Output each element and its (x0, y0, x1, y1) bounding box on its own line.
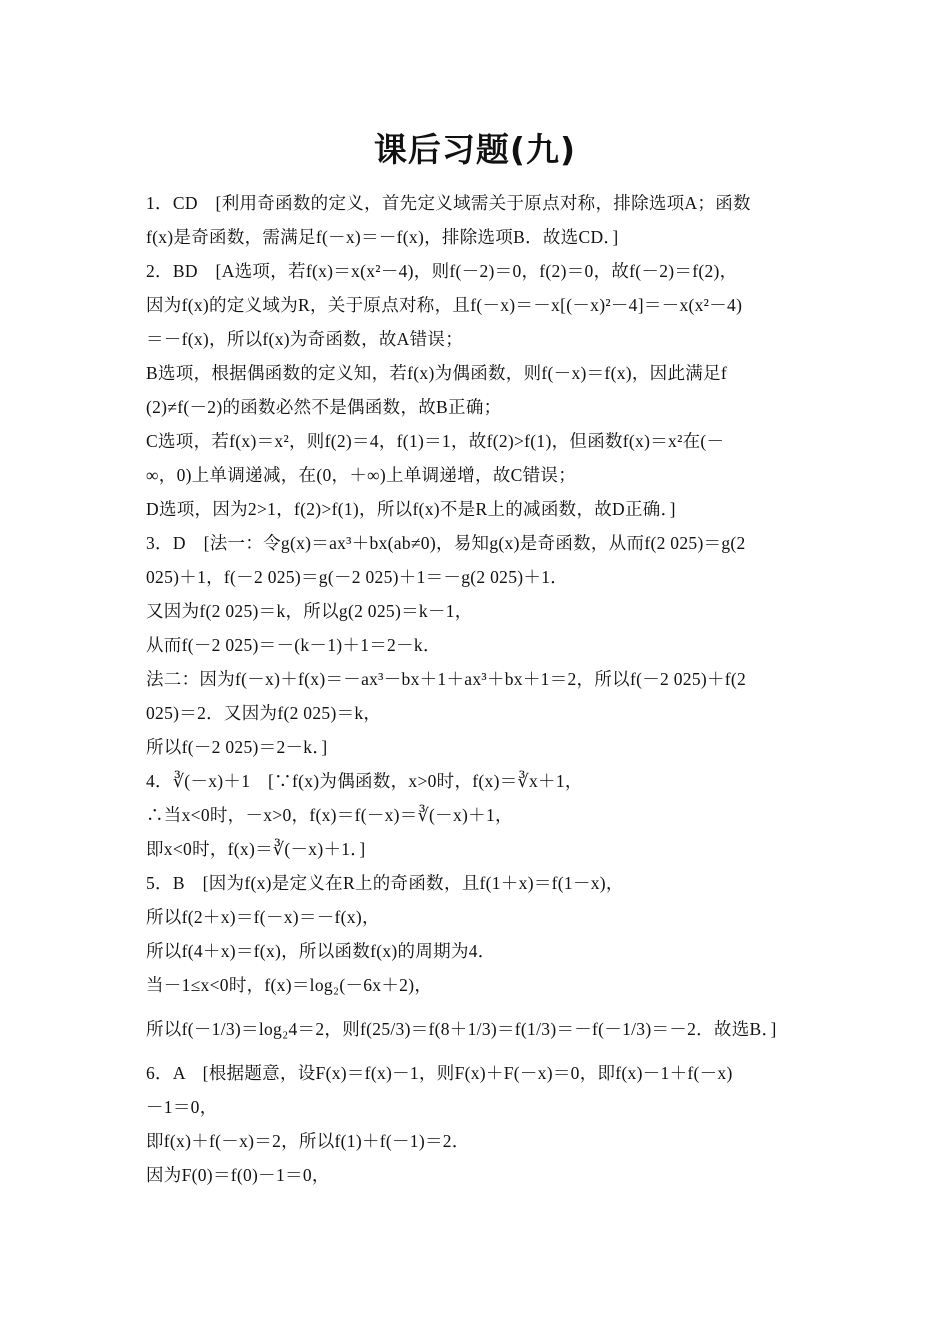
text-line: 3．D [法一：令g(x)＝ax³＋bx(ab≠0)，易知g(x)是奇函数，从而f(2 025)＝g(2 (146, 533, 746, 553)
text-line: 2．BD [A选项，若f(x)＝x(x²－4)，则f(－2)＝0，f(2)＝0，故f(－2)＝f(2)， (146, 261, 738, 281)
text-line: 因为F(0)＝f(0)－1＝0， (146, 1165, 330, 1185)
text-line: －1＝0， (146, 1097, 218, 1117)
text-line: 即f(x)＋f(－x)＝2，所以f(1)＋f(－1)＝2． (146, 1131, 470, 1151)
text-line: ∞，0)上单调递减，在(0，＋∞)上单调递增，故C错误； (146, 465, 577, 485)
text-line: 6．A [根据题意，设F(x)＝f(x)－1，则F(x)＋F(－x)＝0，即f(x)－1＋f(－x) (146, 1063, 733, 1083)
text-line: ∴当x<0时，－x>0，f(x)＝f(－x)＝∛(－x)＋1， (146, 805, 513, 825)
text-line: 即x<0时，f(x)＝∛(－x)＋1．] (146, 839, 366, 859)
text-line-fractions: 所以f(－1/3)＝log₂4＝2，则f(25/3)＝f(8＋1/3)＝f(1/3)＝－f(－1/3)＝－2．故选B．] (146, 1019, 777, 1039)
page-title: 课后习题(九) (373, 130, 577, 169)
text-line: 所以f(4＋x)＝f(x)，所以函数f(x)的周期为4． (146, 941, 496, 961)
text-line: 025)＋1，f(－2 025)＝g(－2 025)＋1＝－g(2 025)＋1． (146, 567, 569, 587)
text-line: 从而f(－2 025)＝－(k－1)＋1＝2－k． (146, 635, 441, 655)
text-line: ＝－f(x)，所以f(x)为奇函数，故A错误； (146, 329, 464, 349)
text-line: f(x)是奇函数，需满足f(－x)＝－f(x)，排除选项B．故选CD．] (146, 227, 619, 247)
text-line: 025)＝2．又因为f(2 025)＝k， (146, 703, 382, 723)
answer-body (146, 186, 810, 1192)
text-line: B选项，根据偶函数的定义知，若f(x)为偶函数，则f(－x)＝f(x)，因此满足f (146, 363, 727, 383)
text-line: 又因为f(2 025)＝k，所以g(2 025)＝k－1， (146, 601, 473, 621)
text-line: (2)≠f(－2)的函数必然不是偶函数，故B正确； (146, 397, 502, 417)
text-line: D选项，因为2>1，f(2)>f(1)，所以f(x)不是R上的减函数，故D正确．] (146, 499, 676, 519)
text-line: 因为f(x)的定义域为R，关于原点对称，且f(－x)＝－x[(－x)²－4]＝－x(x²－4) (146, 295, 743, 315)
text-line: C选项，若f(x)＝x²，则f(2)＝4，f(1)＝1，故f(2)>f(1)，但函数f(x)＝x²在(－ (146, 431, 725, 451)
text-line: 法二：因为f(－x)＋f(x)＝－ax³－bx＋1＋ax³＋bx＋1＝2，所以f(－2 025)＋f(2 (146, 669, 747, 689)
text-line: 所以f(－2 025)＝2－k．] (146, 737, 328, 757)
text-line: 所以f(2＋x)＝f(－x)＝－f(x)， (146, 907, 380, 927)
text-line: 4．∛(－x)＋1 [∵f(x)为偶函数，x>0时，f(x)＝∛x＋1， (146, 771, 583, 791)
text-line: 1．CD [利用奇函数的定义，首先定义域需关于原点对称，排除选项A；函数 (146, 193, 751, 213)
text-line: 5．B [因为f(x)是定义在R上的奇函数，且f(1＋x)＝f(1－x)， (146, 873, 624, 893)
text-line: 当－1≤x<0时，f(x)＝log₂(－6x＋2)， (146, 975, 433, 995)
